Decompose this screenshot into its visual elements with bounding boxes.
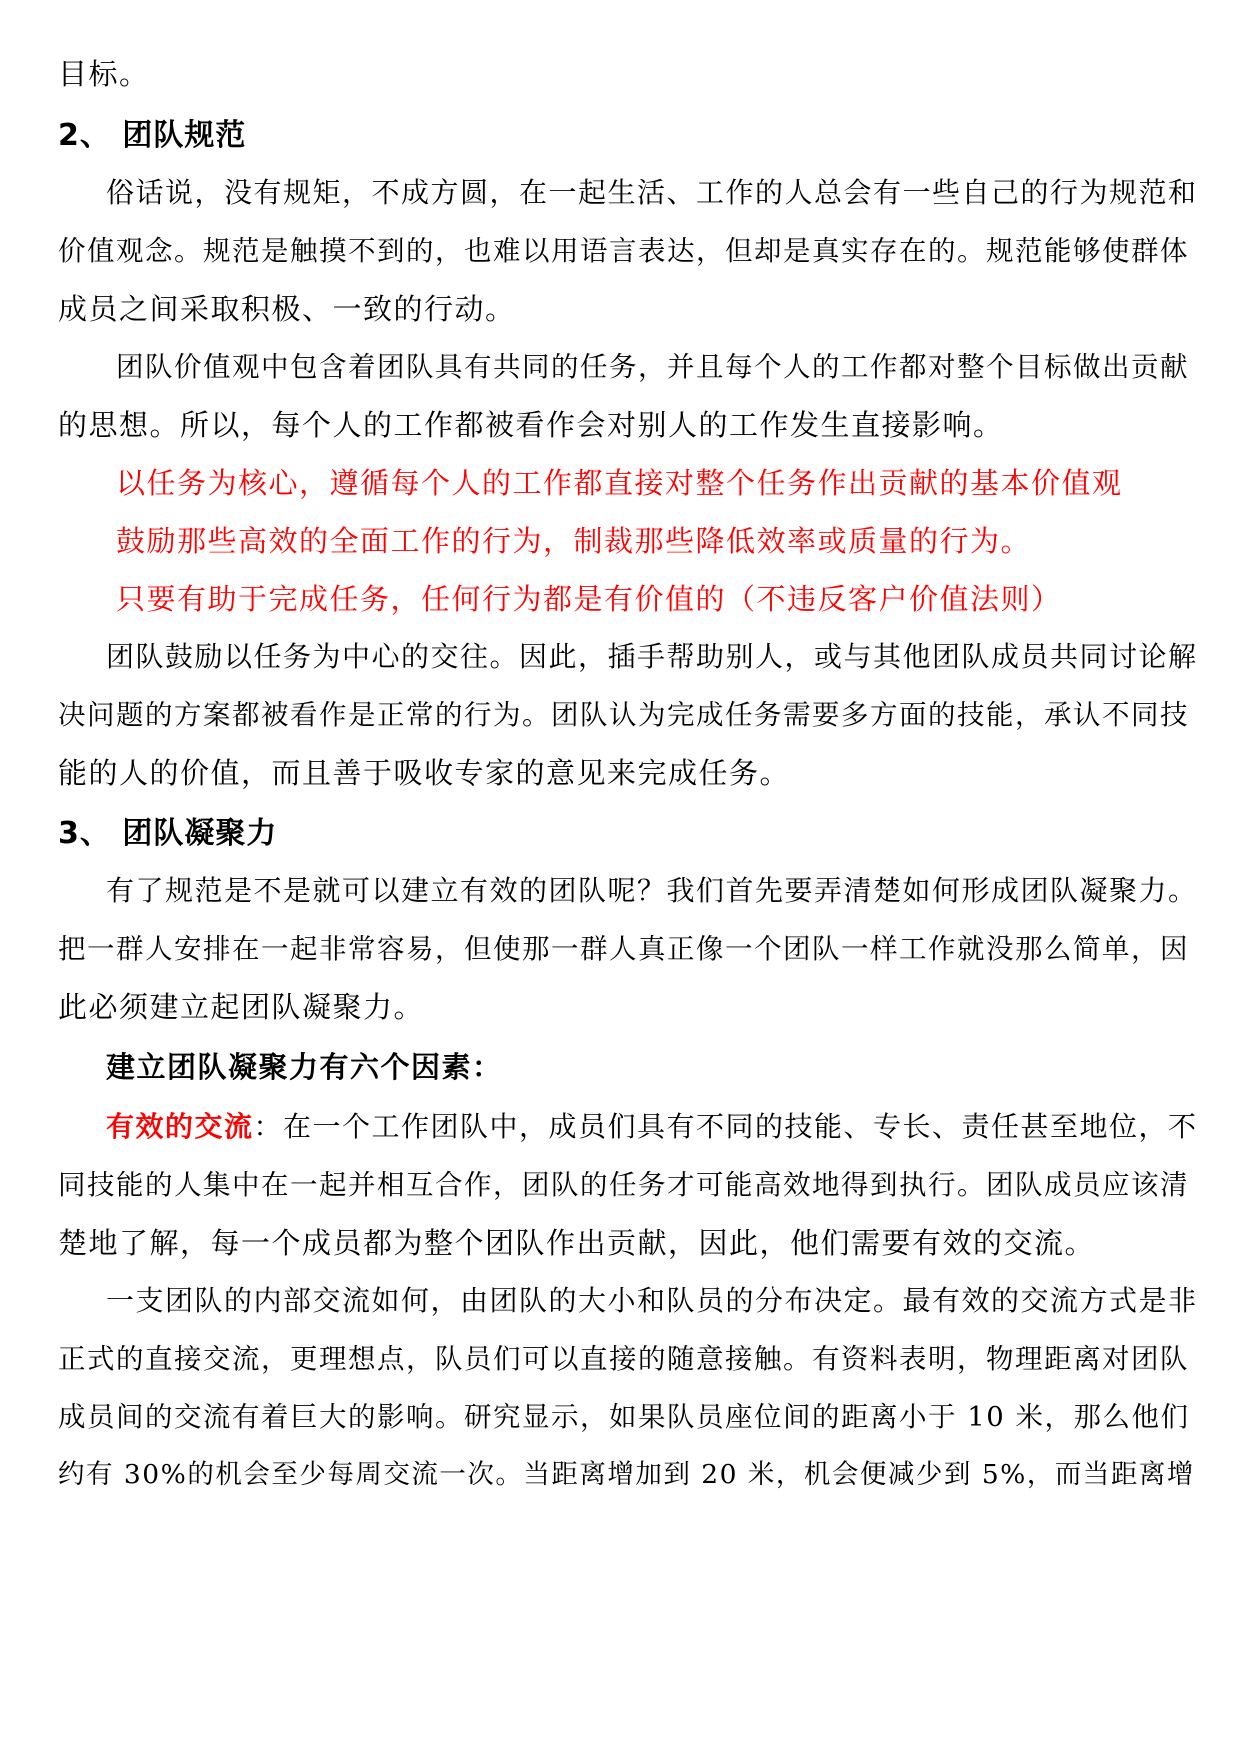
section-heading-team-cohesion: 3、 团队凝聚力 [58,816,278,851]
paragraph-line: 此必须建立起团队凝聚力。 [58,990,425,1024]
paragraph-line: 楚地了解，每一个成员都为整个团队作出贡献，因此，他们需要有效的交流。 [58,1226,1096,1260]
paragraph-line: 目标。 [58,57,150,91]
paragraph-line: 俗话说，没有规矩，不成方圆，在一起生活、工作的人总会有一些自己的行为规范和 [106,176,1198,209]
term-definition: ：在一个工作团队中，成员们具有不同的技能、专长、责任甚至地位，不 [253,1110,1198,1143]
paragraph-line: 的思想。所以，每个人的工作都被看作会对别人的工作发生直接影响。 [58,408,1004,442]
paragraph-line: 有了规范是不是就可以建立有效的团队呢？我们首先要弄清楚如何形成团队凝聚力。 [106,874,1198,907]
paragraph-line-effective-communication [106,1109,1198,1145]
section-heading-team-norms: 2、 团队规范 [58,118,247,153]
highlighted-principle-2: 鼓励那些高效的全面工作的行为，制裁那些降低效率或质量的行为。 [116,524,1032,558]
paragraph-line: 成员间的交流有着巨大的影响。研究显示，如果队员座位间的距离小于 10 米，那么他们 [58,1401,1190,1433]
paragraph-line: 团队鼓励以任务为中心的交往。因此，插手帮助别人，或与其他团队成员共同讨论解 [106,640,1198,673]
paragraph-line: 决问题的方案都被看作是正常的行为。团队认为完成任务需要多方面的技能，承认不同技 [58,699,1189,731]
term-effective-communication: 有效的交流 [106,1110,254,1143]
paragraph-line: 一支团队的内部交流如何，由团队的大小和队员的分布决定。最有效的交流方式是非 [106,1284,1198,1317]
paragraph-line: 约有 30%的机会至少每周交流一次。当距离增加到 20 米，机会便减少到 5%，而当距离增 [58,1459,1195,1490]
highlighted-principle-1: 以任务为核心，遵循每个人的工作都直接对整个任务作出贡献的基本价值观 [116,466,1123,500]
paragraph-line: 把一群人安排在一起非常容易，但使那一群人真正像一个团队一样工作就没那么简单，因 [58,933,1189,965]
paragraph-line: 团队价值观中包含着团队具有共同的任务，并且每个人的工作都对整个目标做出贡献 [116,351,1189,383]
paragraph-line: 成员之间采取积极、一致的行动。 [58,292,516,326]
paragraph-line: 同技能的人集中在一起并相互合作，团队的任务才可能高效地得到执行。团队成员应该清 [58,1169,1189,1201]
paragraph-line: 能的人的价值，而且善于吸收专家的意见来完成任务。 [58,756,791,790]
factors-intro: 建立团队凝聚力有六个因素： [106,1050,503,1084]
highlighted-principle-3: 只要有助于完成任务，任何行为都是有价值的（不违反客户价值法则） [116,582,1062,616]
paragraph-line: 价值观念。规范是触摸不到的，也难以用语言表达，但却是真实存在的。规范能够使群体 [58,235,1189,267]
paragraph-line: 正式的直接交流，更理想点，队员们可以直接的随意接触。有资料表明，物理距离对团队 [58,1343,1189,1375]
